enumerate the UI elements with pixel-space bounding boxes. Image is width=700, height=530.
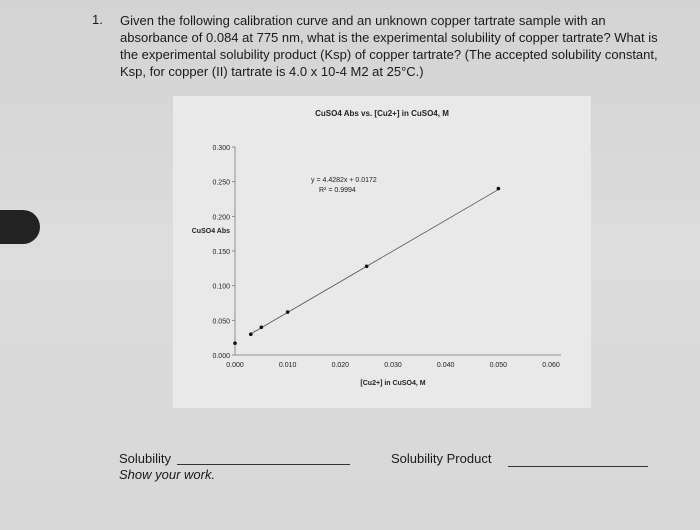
y-tick-label: 0.100 xyxy=(212,283,230,291)
y-tick-label: 0.000 xyxy=(212,353,230,360)
x-tick-label: 0.040 xyxy=(436,362,455,369)
data-point xyxy=(497,187,501,191)
x-tick-label: 0.020 xyxy=(331,362,350,369)
dark-object-left-edge xyxy=(0,210,40,244)
solubility-label: Solubility xyxy=(119,451,172,466)
x-tick-label: 0.060 xyxy=(542,362,560,369)
data-point xyxy=(249,332,253,336)
y-axis-title: CuSO4 Abs xyxy=(191,228,230,235)
solubility-product-label: Solubility Product xyxy=(391,451,492,466)
show-work-label: Show your work. xyxy=(119,467,216,482)
x-tick-label: 0.000 xyxy=(226,362,244,369)
y-tick-label: 0.300 xyxy=(212,145,230,152)
y-tick-label: 0.200 xyxy=(212,214,230,222)
y-tick-label: 0.250 xyxy=(212,179,230,187)
calibration-chart xyxy=(173,96,591,408)
y-tick-label: 0.150 xyxy=(212,249,230,256)
x-tick-label: 0.050 xyxy=(489,362,508,369)
data-point xyxy=(365,264,369,268)
question-number: 1. xyxy=(92,12,103,27)
x-tick-label: 0.010 xyxy=(278,362,297,369)
data-point xyxy=(233,341,237,345)
x-axis-title: [Cu2+] in CuSO4, M xyxy=(360,380,426,387)
trendline-equation: y = 4.4282x + 0.0172 xyxy=(311,177,377,184)
data-point xyxy=(260,325,264,329)
solubility-answer-line[interactable] xyxy=(177,464,350,465)
chart-panel xyxy=(173,96,591,408)
y-tick-label: 0.050 xyxy=(212,318,230,326)
x-tick-label: 0.030 xyxy=(384,362,402,369)
chart-title: CuSO4 Abs vs. [Cu2+] in CuSO4, M xyxy=(315,109,449,118)
question-text: Given the following calibration curve and an unknown copper tartrate sample with an absorbance of 0.084 at 775 nm, what is the experimental solubility of copper tartrate? What is the experimental solubility product (Ksp) of copper tartrate? (The accepted solubility constant, Ksp, for copper (II) tartrate is 4.0 x 10-4 M2 at 25°C.) xyxy=(120,13,658,79)
solubility-product-answer-line[interactable] xyxy=(508,466,648,467)
data-point xyxy=(286,310,290,314)
r-squared-value: R² = 0.9994 xyxy=(319,187,356,194)
